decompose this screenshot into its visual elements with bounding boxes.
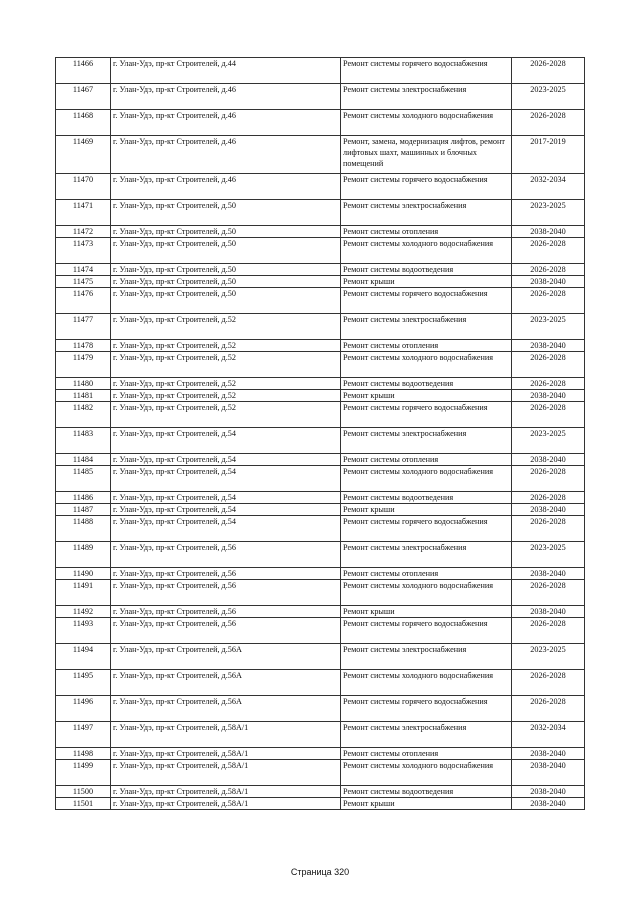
- row-work-type: Ремонт системы электроснабжения: [341, 84, 512, 110]
- table-row: [56, 84, 585, 110]
- table-row: [56, 238, 585, 264]
- row-work-type: Ремонт системы отопления: [341, 340, 512, 352]
- row-address: г. Улан-Удэ, пр-кт Строителей, д.56: [111, 618, 341, 644]
- table-row: [56, 454, 585, 466]
- row-address: г. Улан-Удэ, пр-кт Строителей, д.56: [111, 542, 341, 568]
- row-number: 11493: [56, 618, 111, 644]
- row-number: 11496: [56, 696, 111, 722]
- row-address: г. Улан-Удэ, пр-кт Строителей, д.50: [111, 226, 341, 238]
- row-number: 11466: [56, 58, 111, 84]
- row-period: 2017-2019: [512, 136, 585, 174]
- table-row: [56, 340, 585, 352]
- row-period: 2023-2025: [512, 84, 585, 110]
- table-row: [56, 516, 585, 542]
- table-row: [56, 696, 585, 722]
- row-address: г. Улан-Удэ, пр-кт Строителей, д.50: [111, 288, 341, 314]
- row-number: 11499: [56, 760, 111, 786]
- row-work-type: Ремонт крыши: [341, 798, 512, 810]
- row-period: 2026-2028: [512, 288, 585, 314]
- row-address: г. Улан-Удэ, пр-кт Строителей, д.58А/1: [111, 786, 341, 798]
- row-address: г. Улан-Удэ, пр-кт Строителей, д.50: [111, 238, 341, 264]
- row-number: 11497: [56, 722, 111, 748]
- row-period: 2038-2040: [512, 504, 585, 516]
- row-address: г. Улан-Удэ, пр-кт Строителей, д.58А/1: [111, 748, 341, 760]
- row-number: 11470: [56, 174, 111, 200]
- row-period: 2023-2025: [512, 542, 585, 568]
- table-row: [56, 428, 585, 454]
- table-row: [56, 568, 585, 580]
- table-row: [56, 314, 585, 340]
- table-row: [56, 670, 585, 696]
- table-row: [56, 226, 585, 238]
- row-period: 2023-2025: [512, 428, 585, 454]
- table-row: [56, 606, 585, 618]
- register-table: [55, 57, 585, 810]
- row-work-type: Ремонт системы холодного водоснабжения: [341, 580, 512, 606]
- table-row: [56, 200, 585, 226]
- row-number: 11498: [56, 748, 111, 760]
- row-number: 11469: [56, 136, 111, 174]
- row-period: 2038-2040: [512, 606, 585, 618]
- row-period: 2026-2028: [512, 696, 585, 722]
- row-work-type: Ремонт системы электроснабжения: [341, 542, 512, 568]
- table-row: [56, 618, 585, 644]
- row-address: г. Улан-Удэ, пр-кт Строителей, д.56А: [111, 644, 341, 670]
- row-number: 11484: [56, 454, 111, 466]
- row-period: 2026-2028: [512, 466, 585, 492]
- table-row: [56, 748, 585, 760]
- row-period: 2038-2040: [512, 568, 585, 580]
- row-number: 11489: [56, 542, 111, 568]
- table-row: [56, 644, 585, 670]
- row-address: г. Улан-Удэ, пр-кт Строителей, д.46: [111, 84, 341, 110]
- row-number: 11475: [56, 276, 111, 288]
- row-work-type: Ремонт системы электроснабжения: [341, 644, 512, 670]
- row-work-type: Ремонт, замена, модернизация лифтов, ремонт лифтовых шахт, машинных и блочных помещений: [341, 136, 512, 174]
- row-address: г. Улан-Удэ, пр-кт Строителей, д.56А: [111, 670, 341, 696]
- row-period: 2023-2025: [512, 644, 585, 670]
- row-number: 11492: [56, 606, 111, 618]
- row-work-type: Ремонт системы водоотведения: [341, 492, 512, 504]
- row-work-type: Ремонт системы отопления: [341, 226, 512, 238]
- row-address: г. Улан-Удэ, пр-кт Строителей, д.50: [111, 276, 341, 288]
- row-period: 2023-2025: [512, 314, 585, 340]
- row-address: г. Улан-Удэ, пр-кт Строителей, д.54: [111, 492, 341, 504]
- row-number: 11487: [56, 504, 111, 516]
- row-work-type: Ремонт системы холодного водоснабжения: [341, 110, 512, 136]
- row-period: 2026-2028: [512, 402, 585, 428]
- row-period: 2038-2040: [512, 786, 585, 798]
- row-period: 2038-2040: [512, 276, 585, 288]
- table-row: [56, 580, 585, 606]
- row-period: 2032-2034: [512, 722, 585, 748]
- row-work-type: Ремонт крыши: [341, 606, 512, 618]
- row-address: г. Улан-Удэ, пр-кт Строителей, д.52: [111, 378, 341, 390]
- row-period: 2038-2040: [512, 390, 585, 402]
- row-work-type: Ремонт системы горячего водоснабжения: [341, 516, 512, 542]
- row-address: г. Улан-Удэ, пр-кт Строителей, д.52: [111, 352, 341, 378]
- table-row: [56, 390, 585, 402]
- row-number: 11474: [56, 264, 111, 276]
- table-row: [56, 264, 585, 276]
- page-number: Страница 320: [290, 867, 350, 877]
- row-period: 2026-2028: [512, 670, 585, 696]
- row-address: г. Улан-Удэ, пр-кт Строителей, д.54: [111, 466, 341, 492]
- row-number: 11476: [56, 288, 111, 314]
- row-period: 2032-2034: [512, 174, 585, 200]
- table-row: [56, 760, 585, 786]
- row-address: г. Улан-Удэ, пр-кт Строителей, д.52: [111, 314, 341, 340]
- row-number: 11491: [56, 580, 111, 606]
- row-address: г. Улан-Удэ, пр-кт Строителей, д.52: [111, 402, 341, 428]
- row-address: г. Улан-Удэ, пр-кт Строителей, д.52: [111, 340, 341, 352]
- row-address: г. Улан-Удэ, пр-кт Строителей, д.54: [111, 516, 341, 542]
- row-number: 11488: [56, 516, 111, 542]
- table-row: [56, 58, 585, 84]
- row-address: г. Улан-Удэ, пр-кт Строителей, д.46: [111, 110, 341, 136]
- table-row: [56, 378, 585, 390]
- row-work-type: Ремонт системы водоотведения: [341, 786, 512, 798]
- row-address: г. Улан-Удэ, пр-кт Строителей, д.50: [111, 264, 341, 276]
- row-address: г. Улан-Удэ, пр-кт Строителей, д.46: [111, 136, 341, 174]
- row-address: г. Улан-Удэ, пр-кт Строителей, д.56: [111, 580, 341, 606]
- table-row: [56, 722, 585, 748]
- row-number: 11468: [56, 110, 111, 136]
- row-period: 2026-2028: [512, 580, 585, 606]
- table-row: [56, 542, 585, 568]
- row-number: 11478: [56, 340, 111, 352]
- row-address: г. Улан-Удэ, пр-кт Строителей, д.58А/1: [111, 798, 341, 810]
- row-number: 11483: [56, 428, 111, 454]
- row-work-type: Ремонт системы водоотведения: [341, 264, 512, 276]
- row-work-type: Ремонт системы холодного водоснабжения: [341, 352, 512, 378]
- row-work-type: Ремонт системы горячего водоснабжения: [341, 288, 512, 314]
- row-period: 2026-2028: [512, 618, 585, 644]
- row-period: 2038-2040: [512, 760, 585, 786]
- row-period: 2026-2028: [512, 516, 585, 542]
- row-work-type: Ремонт крыши: [341, 276, 512, 288]
- row-work-type: Ремонт системы отопления: [341, 748, 512, 760]
- row-address: г. Улан-Удэ, пр-кт Строителей, д.44: [111, 58, 341, 84]
- row-work-type: Ремонт системы холодного водоснабжения: [341, 238, 512, 264]
- table-row: [56, 504, 585, 516]
- row-period: 2026-2028: [512, 352, 585, 378]
- row-work-type: Ремонт системы водоотведения: [341, 378, 512, 390]
- row-number: 11471: [56, 200, 111, 226]
- row-address: г. Улан-Удэ, пр-кт Строителей, д.58А/1: [111, 722, 341, 748]
- row-address: г. Улан-Удэ, пр-кт Строителей, д.58А/1: [111, 760, 341, 786]
- row-work-type: Ремонт системы холодного водоснабжения: [341, 760, 512, 786]
- row-address: г. Улан-Удэ, пр-кт Строителей, д.54: [111, 428, 341, 454]
- row-address: г. Улан-Удэ, пр-кт Строителей, д.50: [111, 200, 341, 226]
- row-period: 2026-2028: [512, 378, 585, 390]
- row-period: 2038-2040: [512, 798, 585, 810]
- table-row: [56, 786, 585, 798]
- table-row: [56, 276, 585, 288]
- row-work-type: Ремонт системы электроснабжения: [341, 200, 512, 226]
- row-work-type: Ремонт крыши: [341, 390, 512, 402]
- row-period: 2023-2025: [512, 200, 585, 226]
- row-work-type: Ремонт системы электроснабжения: [341, 314, 512, 340]
- row-work-type: Ремонт системы электроснабжения: [341, 428, 512, 454]
- row-work-type: Ремонт системы горячего водоснабжения: [341, 696, 512, 722]
- table-row: [56, 110, 585, 136]
- row-number: 11481: [56, 390, 111, 402]
- row-period: 2026-2028: [512, 238, 585, 264]
- table-row: [56, 466, 585, 492]
- row-address: г. Улан-Удэ, пр-кт Строителей, д.56: [111, 606, 341, 618]
- row-period: 2038-2040: [512, 748, 585, 760]
- row-number: 11501: [56, 798, 111, 810]
- row-work-type: Ремонт системы отопления: [341, 454, 512, 466]
- row-work-type: Ремонт системы электроснабжения: [341, 722, 512, 748]
- table-row: [56, 402, 585, 428]
- table-row: [56, 492, 585, 504]
- table-row: [56, 288, 585, 314]
- row-work-type: Ремонт системы горячего водоснабжения: [341, 174, 512, 200]
- row-period: 2026-2028: [512, 58, 585, 84]
- row-period: 2038-2040: [512, 226, 585, 238]
- row-work-type: Ремонт крыши: [341, 504, 512, 516]
- row-work-type: Ремонт системы горячего водоснабжения: [341, 58, 512, 84]
- row-number: 11500: [56, 786, 111, 798]
- row-number: 11482: [56, 402, 111, 428]
- table-row: [56, 174, 585, 200]
- row-number: 11479: [56, 352, 111, 378]
- row-address: г. Улан-Удэ, пр-кт Строителей, д.56А: [111, 696, 341, 722]
- row-work-type: Ремонт системы горячего водоснабжения: [341, 402, 512, 428]
- row-period: 2026-2028: [512, 492, 585, 504]
- row-period: 2038-2040: [512, 454, 585, 466]
- row-period: 2026-2028: [512, 264, 585, 276]
- row-number: 11485: [56, 466, 111, 492]
- row-number: 11486: [56, 492, 111, 504]
- table-row: [56, 136, 585, 174]
- row-number: 11495: [56, 670, 111, 696]
- row-address: г. Улан-Удэ, пр-кт Строителей, д.56: [111, 568, 341, 580]
- row-number: 11472: [56, 226, 111, 238]
- row-address: г. Улан-Удэ, пр-кт Строителей, д.54: [111, 504, 341, 516]
- table-row: [56, 798, 585, 810]
- row-work-type: Ремонт системы холодного водоснабжения: [341, 466, 512, 492]
- register-table-body: [56, 58, 585, 810]
- row-address: г. Улан-Удэ, пр-кт Строителей, д.46: [111, 174, 341, 200]
- row-address: г. Улан-Удэ, пр-кт Строителей, д.54: [111, 454, 341, 466]
- row-number: 11477: [56, 314, 111, 340]
- row-period: 2026-2028: [512, 110, 585, 136]
- row-work-type: Ремонт системы холодного водоснабжения: [341, 670, 512, 696]
- table-row: [56, 352, 585, 378]
- row-number: 11467: [56, 84, 111, 110]
- row-period: 2038-2040: [512, 340, 585, 352]
- row-number: 11494: [56, 644, 111, 670]
- row-number: 11490: [56, 568, 111, 580]
- row-address: г. Улан-Удэ, пр-кт Строителей, д.52: [111, 390, 341, 402]
- row-work-type: Ремонт системы горячего водоснабжения: [341, 618, 512, 644]
- row-number: 11473: [56, 238, 111, 264]
- row-number: 11480: [56, 378, 111, 390]
- row-work-type: Ремонт системы отопления: [341, 568, 512, 580]
